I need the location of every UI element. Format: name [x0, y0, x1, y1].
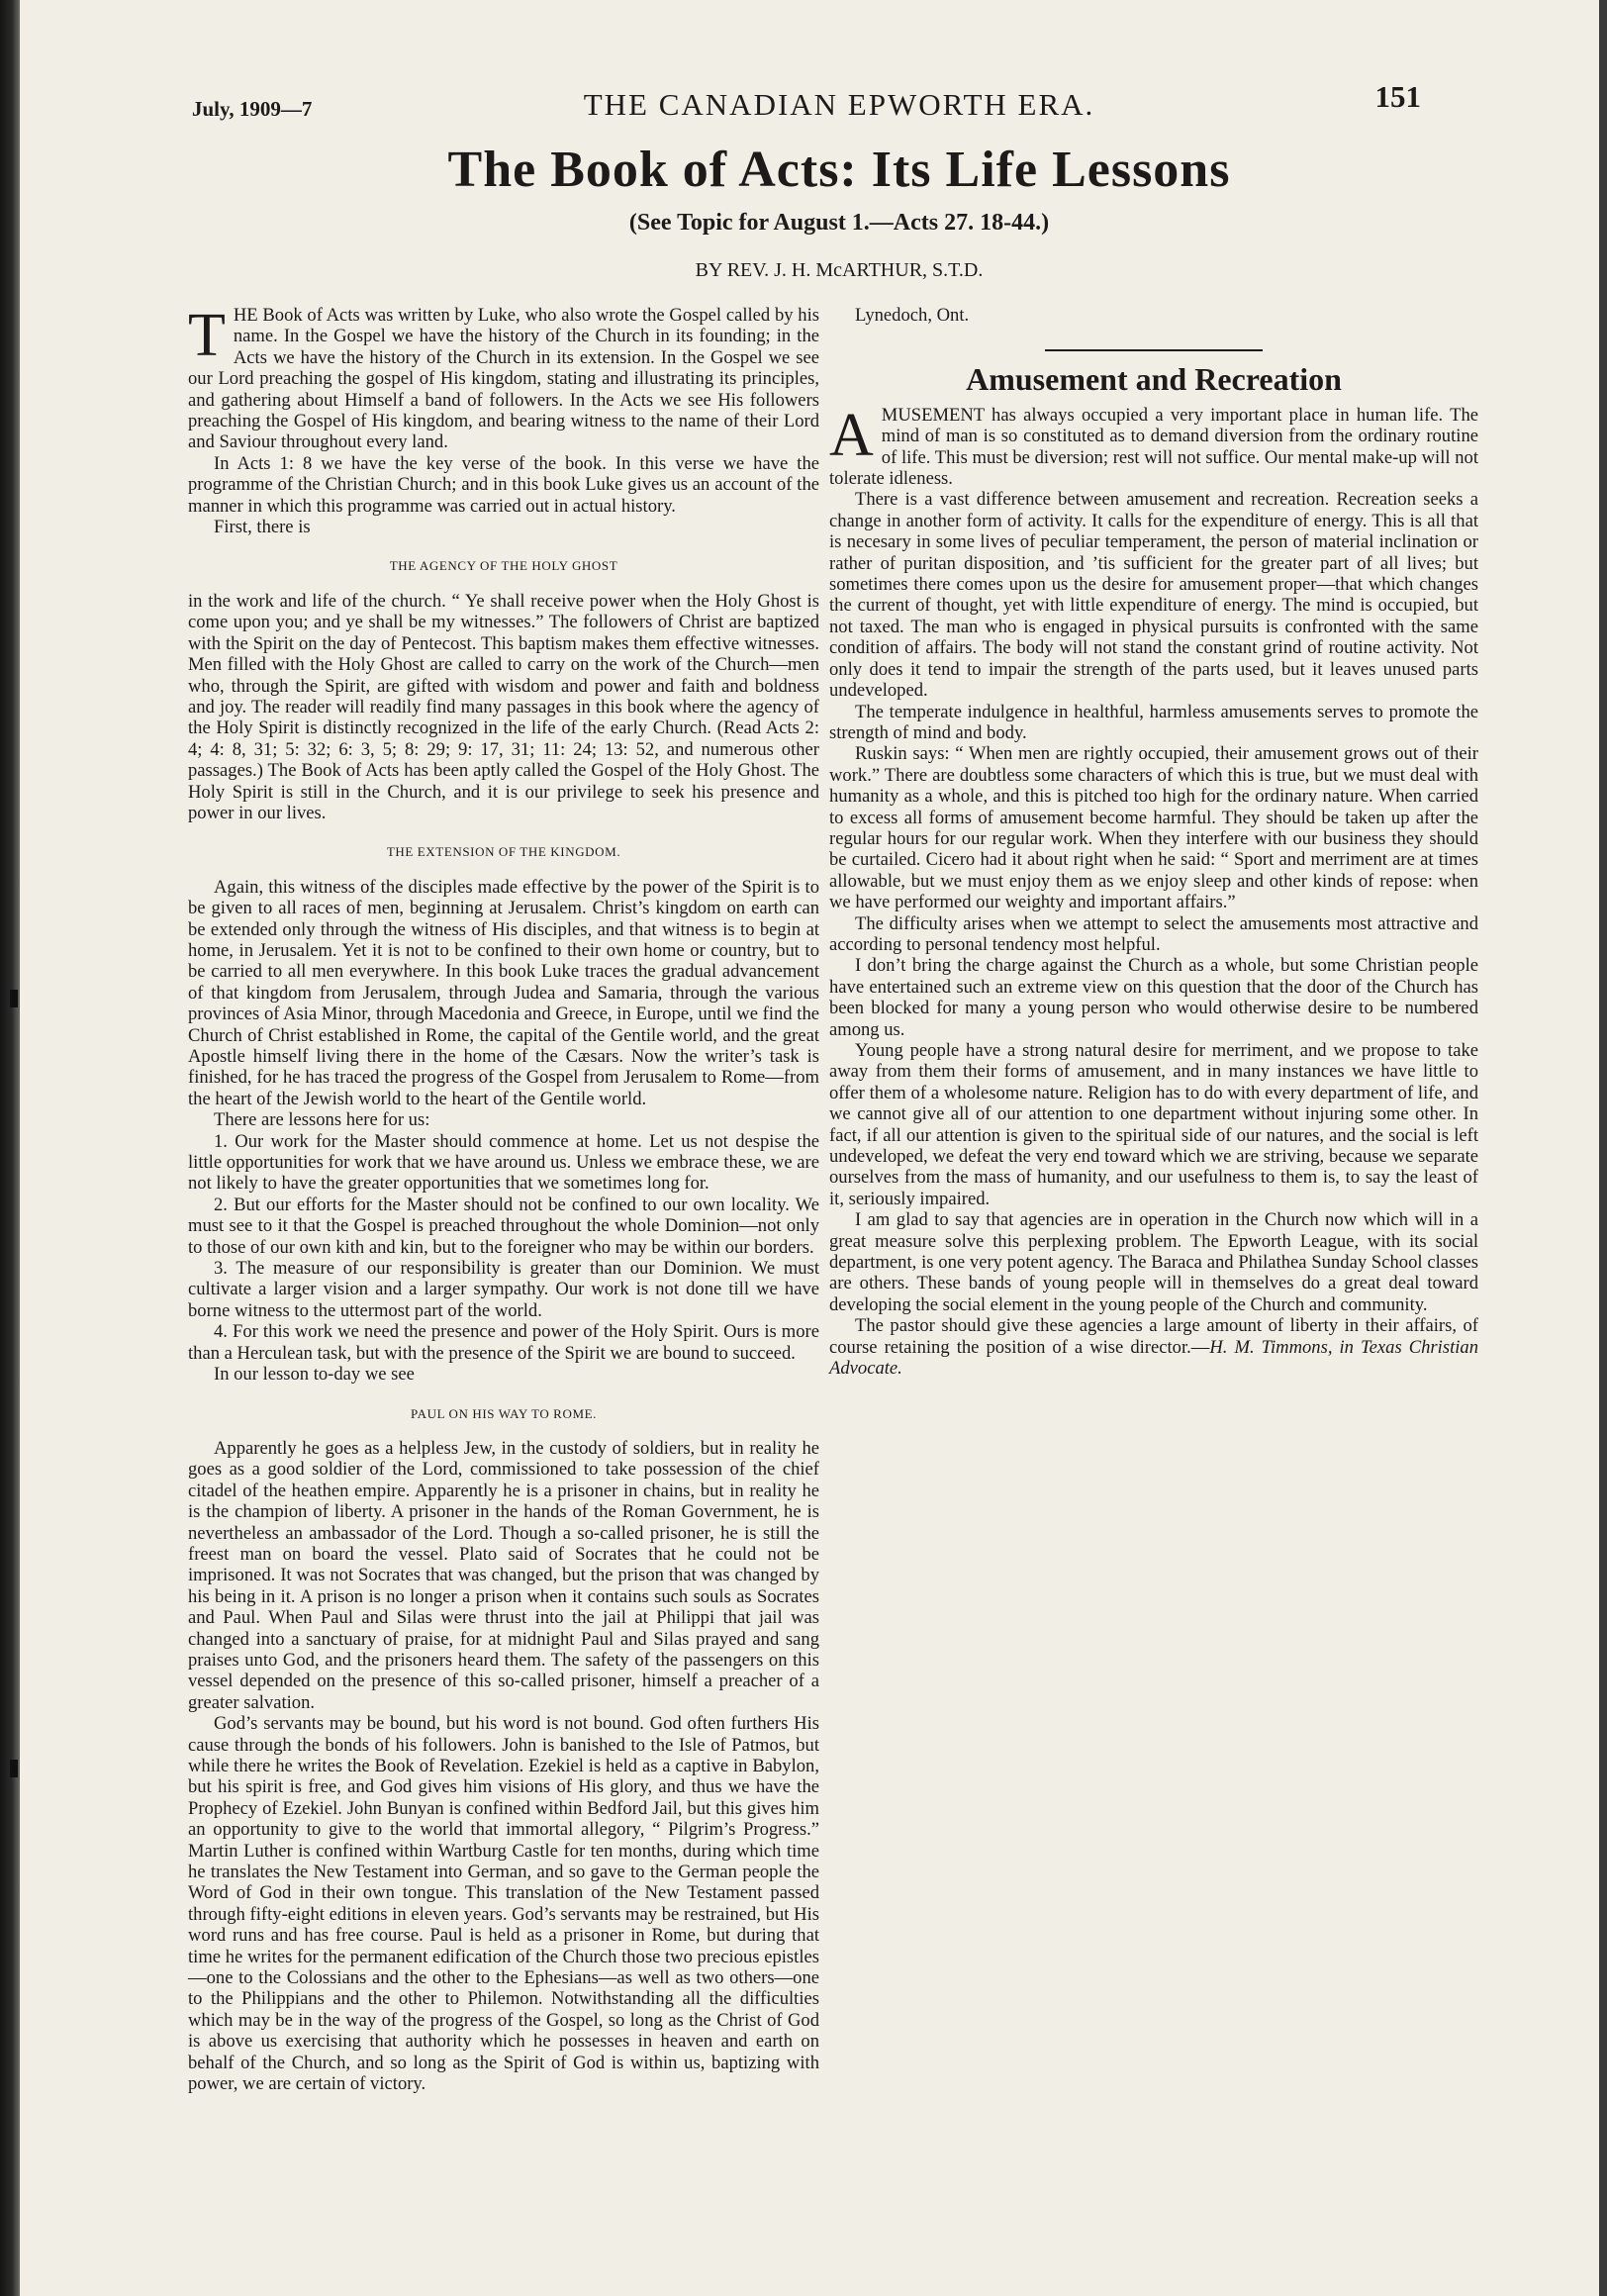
book-binding-edge	[0, 0, 20, 2296]
article-paragraph: I don’t bring the charge against the Church as a whole, but some Christian people have entertained such an extreme view on this question that the door of the Church has been blocked for many a young person who would otherwise desire to be numbered among us.	[829, 955, 1478, 1040]
article-paragraph: Young people have a strong natural desire for merriment, and we propose to take away from them their forms of amusement, and in many instances we have little to offer them of a wholesome nature. Religion has to do with every department of life, and we cannot give all of our attention to one department without injuring some other. In fact, if all our attention is given to the spiritual side of our natures, and the social is left undeveloped, we defeat the very end toward which we are striving, because we separate ourselves from the mass of humanity, and our usefulness to them is, to say the least of it, seriously impaired.	[829, 1040, 1478, 1209]
article-paragraph: Apparently he goes as a helpless Jew, in the custody of soldiers, but in reality he goes as a good soldier of the Lord, commissioned to take possession of the chief citadel of the heathen empire. Apparently he is a prisoner in chains, but in reality he is the champion of liberty. A prisoner in the hands of the Roman Government, he is nevertheless an ambassador of the Lord. Though a so-called prisoner, he is still the freest man on board the vessel. Plato said of Socrates that he could not be imprisoned. It was not Socrates that was changed, but the prison that was changed by his being in it. A prison is no longer a prison when it contains such souls as Socrates and Paul. When Paul and Silas were thrust into the jail at Philippi that jail was changed into a sanctuary of praise, for at midnight Paul and Silas prayed and sang praises unto God, and the prisoners heard them. The safety of the passengers on this vessel depended on the presence of this so-called prisoner, himself a preacher of a greater salvation.	[188, 1437, 819, 1713]
drop-cap: A	[829, 401, 874, 469]
article-paragraph: 1. Our work for the Master should commence at home. Let us not despise the little opportunities for work that we have around us. Unless we embrace these, we are not likely to have the greater opportunities that we sometimes long for.	[188, 1130, 819, 1195]
right-column	[829, 305, 1478, 1380]
article-paragraph: There is a vast difference between amusement and recreation. Recreation seeks a change in another form of activity. It calls for the expenditure of energy. This is all that is necesary in some lives of peculiar temperament, the person of material inclination or rather of puritan disposition, and ’tis sufficient for the greater part of all lives; but sometimes there comes upon us the desire for amusement proper—that which changes the current of thought, yet with little expenditure of energy. The mind is occupied, but not taxed. The man who is engaged in physical pursuits is confronted with the same condition of affairs. The body will not stand the constant grind of routine activity. Not only does it tend to impair the strength of the parts used, but it leaves unused parts undeveloped.	[829, 489, 1478, 702]
running-head	[20, 79, 1599, 139]
article-paragraph: I am glad to say that agencies are in operation in the Church now which will in a great measure solve this perplexing problem. The Epworth League, with its social department, is one very potent agency. The Baraca and Philathea Sunday School classes are others. These bands of young people will in themselves do a great deal toward developing the social element in the young people of the Church and community.	[829, 1209, 1478, 1315]
section-heading: PAUL ON HIS WAY TO ROME.	[410, 1405, 597, 1421]
section-heading: THE EXTENSION OF THE KINGDOM.	[386, 844, 621, 860]
drop-cap: T	[188, 302, 226, 369]
page-number: 151	[1374, 79, 1421, 114]
article-signoff: Lynedoch, Ont.	[855, 305, 970, 326]
article-paragraph: Ruskin says: “ When men are rightly occupied, their amusement grows out of their work.” There are doubtless some characters of which this is true, but we must deal with humanity as a whole, and this is pitched too high for the ordinary nature. When carried to excess all forms of amusement become harmful. They should be taken up after the regular hours for our regular work. When they interfere with our business they should be curtailed. Cicero had it about right when he said: “ Sport and merriment are at times allowable, but we must enjoy them as we enjoy sleep and other kinds of repose: when we have performed our weighty and important affairs.”	[829, 743, 1478, 913]
article-paragraph: There are lessons here for us:	[214, 1109, 430, 1131]
article-paragraph: The pastor should give these agencies a large amount of liberty in their affairs, of course retaining the position of a wise director.—H. M. Timmons, in Texas Christian Advocate.	[829, 1315, 1478, 1380]
binding-mark	[10, 1760, 18, 1777]
article-paragraph: THE Book of Acts was written by Luke, who also wrote the Gospel called by his name. In the Gospel we have the history of the Church in its founding; in the Acts we have the history of the Church in its extension. In the Gospel we see our Lord preaching the gospel of His kingdom, stating and illustrating its principles, and gathering about Himself a band of followers. In the Acts we see His followers preaching the Gospel of His kingdom, and bearing witness to the name of their Lord and Saviour throughout every land.	[188, 302, 819, 453]
left-column	[188, 302, 819, 2095]
article-paragraph: In our lesson to-day we see	[214, 1364, 415, 1386]
article-credit: H. M. Timmons, in Texas Christian Advocate.	[829, 1336, 1478, 1380]
issue-date: July, 1909—7	[192, 97, 313, 121]
article-paragraph: 3. The measure of our responsibility is greater than our Dominion. We must cultivate a larger vision and a larger sympathy. Our work is not done till we have borne witness to the uttermost part of the world.	[188, 1258, 819, 1321]
article-title: The Book of Acts: Its Life Lessons	[447, 142, 1231, 198]
article-paragraph: Again, this witness of the disciples made effective by the power of the Spirit is to be given to all races of men, beginning at Jerusalem. Christ’s kingdom on earth can be extended only through the witness of His disciples, and that witness is to begin at home, in Jerusalem. Yet it is not to be confined to their own home or country, but to be carried to all men everywhere. In this book Luke traces the gradual advancement of that kingdom from Jerusalem, through Judea and Samaria, through the various provinces of Asia Minor, through Macedonia and Greece, in Europe, until we find the Church of Christ established in Rome, the capital of the Gentile world, and the great Apostle himself living there in the home of the Cæsars. Now the writer’s task is finished, for he has traced the progress of the Gospel from Jerusalem to Rome—from the heart of the Jewish world to the heart of the Gentile world.	[188, 876, 819, 1109]
divider-rule	[1045, 349, 1263, 351]
article-subtitle: (See Topic for August 1.—Acts 27. 18-44.)	[628, 210, 1050, 236]
article-paragraph: 2. But our efforts for the Master should not be confined to our own locality. We must see to it that the Gospel is preached throughout the whole Dominion—not only to those of our own kith and kin, but to the foreigner who may be within our borders.	[188, 1194, 819, 1258]
article-paragraph: First, there is	[214, 517, 311, 538]
section-heading: THE AGENCY OF THE HOLY GHOST	[389, 558, 618, 574]
article-paragraph: 4. For this work we need the presence and power of the Holy Spirit. Ours is more than a Herculean task, but with the presence of the Spirit we are bound to succeed.	[188, 1321, 819, 1364]
article-title: Amusement and Recreation	[966, 361, 1342, 398]
article-paragraph: God’s servants may be bound, but his word is not bound. God often furthers His cause through the bonds of his followers. John is banished to the Isle of Patmos, but while there he writes the Book of Revelation. Ezekiel is held as a captive in Babylon, but his spirit is free, and God gives him visions of His glory, and thus we have the Prophecy of Ezekiel. John Bunyan is confined within Bedford Jail, but this gives him an opportunity to give to the world that immortal allegory, “ Pilgrim’s Progress.” Martin Luther is confined within Wartburg Castle for ten months, during which time he translates the New Testament into German, and so gave to the German people the Word of God in their own tongue. This translation of the New Testament passed through fifty-eight editions in eleven years. God’s servants may be restrained, but His word runs and has free course. Paul is held as a prisoner in Rome, but during that time he writes for the permanent edification of the Church those two precious epistles—one to the Colossians and the other to the Ephesians—as well as two others—one to the Philippians and the other to Philemon. Notwithstanding all the difficulties which may be in the way of the progress of the Gospel, so long as the Christ of God is above us exercising that authority which he possesses in heaven and earth on behalf of the Church, and so long as the Spirit of God is within us, baptizing with power, we are certain of victory.	[188, 1713, 819, 2095]
article-paragraph: In Acts 1: 8 we have the key verse of the book. In this verse we have the programme of the Christian Church; and in this book Luke gives us an account of the manner in which this programme was carried out in actual history.	[188, 452, 819, 517]
article-paragraph: AMUSEMENT has always occupied a very important place in human life. The mind of man is so constituted as to demand diversion from the ordinary routine of life. This must be diversion; rest will not suffice. Our mental make-up will not tolerate idleness.	[829, 401, 1478, 490]
magazine-title: THE CANADIAN EPWORTH ERA.	[583, 87, 1095, 122]
magazine-page	[20, 0, 1599, 2296]
binding-mark	[10, 990, 18, 1007]
article-byline: BY REV. J. H. McARTHUR, S.T.D.	[695, 259, 984, 281]
article-paragraph: The temperate indulgence in healthful, harmless amusements serves to promote the strength of mind and body.	[829, 701, 1478, 743]
article-paragraph: in the work and life of the church. “ Ye shall receive power when the Holy Ghost is come upon you; and ye shall be my witnesses.” The followers of Christ are baptized with the Spirit on the day of Pentecost. This baptism makes them effective witnesses. Men filled with the Holy Ghost are called to carry on the work of the Church—men who, through the Spirit, are gifted with wisdom and power and faith and boldness and joy. The reader will readily find many passages in this book where the agency of the Holy Spirit is distinctly recognized in the life of the early Church. (Read Acts 2: 4; 4: 8, 31; 5: 32; 6: 3, 5; 8: 29; 9: 17, 31; 11: 24; 13: 52, and numerous other passages.) The Book of Acts has been aptly called the Gospel of the Holy Ghost. The Holy Spirit is still in the Church, and it is our privilege to seek his presence and power in our lives.	[188, 590, 819, 823]
article-paragraph: The difficulty arises when we attempt to select the amusements most attractive and according to personal tendency most helpful.	[829, 912, 1478, 955]
